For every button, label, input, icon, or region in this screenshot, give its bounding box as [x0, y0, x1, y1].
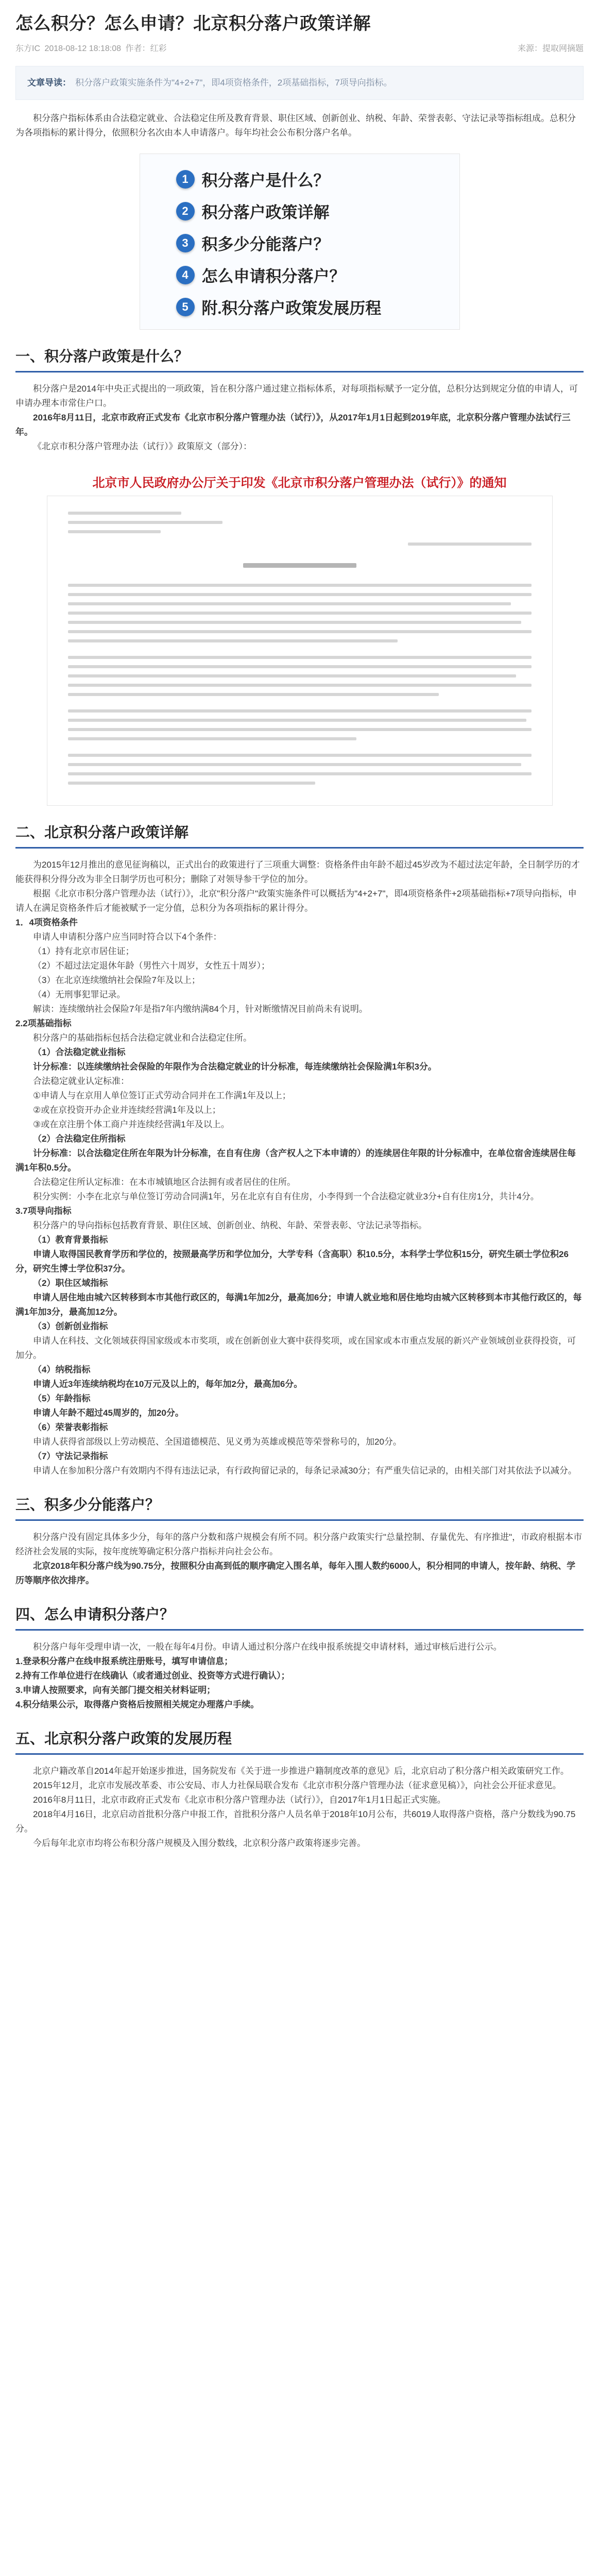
section-divider: [15, 1519, 584, 1521]
paragraph: 2015年12月，北京市发展改革委、市公安局、市人力社保局联合发布《北京市积分落户管理办法（征求意见稿）》，向社会公开征求意见。: [33, 1781, 561, 1790]
paragraph: 积分落户没有固定具体多少分，每年的落户分数和落户规模会有所不同。积分落户政策实行"总量控制、存量优先、有序推进"，市政府根据本市经济社会发展的实际，按年度统筹确定积分落户指标并向社会公布。: [15, 1532, 583, 1556]
paragraph-highlight: 申请人取得国民教育学历和学位的，按照最高学历和学位加分，大学专科（含高职）积10.5分，本科学士学位积15分，研究生硕士学位积26分，研究生博士学位积37分。: [15, 1249, 569, 1274]
section-title: 五、北京积分落户政策的发展历程: [15, 1731, 232, 1747]
subheading: （7）守法记录指标: [33, 1451, 108, 1461]
paragraph: 合法稳定就业认定标准：: [33, 1076, 129, 1086]
toc-text: 附.积分落户政策发展历程: [201, 299, 382, 317]
subheading: （5）年龄指标: [33, 1394, 91, 1403]
paragraph: 为2015年12月推出的意见征询稿以，正式出台的政策进行了三项重大调整：资格条件由年龄不超过45岁改为不超过法定年龄，全日制学历的才能获得积分得分改为非全日制学历也可积分；删除了对领导参干学位的加分。: [15, 860, 580, 884]
paragraph-highlight: 申请人近3年连续纳税均在10万元及以上的，每年加2分，最高加6分。: [33, 1379, 303, 1389]
paragraph: 积分落户是2014年中央正式提出的一项政策，旨在积分落户通过建立指标体系，对每项指标赋予一定分值，总积分达到规定分值的申请人，可申请办理本市常住户口。: [15, 384, 578, 408]
toc-item: [176, 167, 330, 191]
meta-source: 东方IC: [15, 44, 41, 53]
paragraph: （2）不超过法定退休年龄（男性六十周岁，女性五十周岁）；: [33, 961, 270, 971]
subheading: （6）荣誉表彰指标: [33, 1422, 108, 1432]
paragraph: 申请人获得省部级以上劳动模范、全国道德模范、见义勇为英雄或模范等荣誉称号的，加20分。: [33, 1437, 402, 1447]
intro: [15, 111, 584, 140]
paragraph: 北京户籍改革自2014年起开始逐步推进，国务院发布《关于进一步推进户籍制度改革的意见》后，北京启动了积分落户相关政策研究工作。: [33, 1766, 569, 1776]
paragraph: 2018年4月16日，北京启动首批积分落户申报工作，首批积分落户人员名单于2018年10月公布，共6019人取得落户资格，落户分数线为90.75分。: [15, 1809, 576, 1834]
article: [15, 0, 584, 1851]
section-title: 四、怎么申请积分落户？: [15, 1606, 175, 1622]
meta-author: 作者：红彩: [125, 44, 167, 53]
paragraph: 2016年8月11日，北京市政府正式发布《北京市积分落户管理办法（试行）》，从2017年1月1日起到2019年底，北京积分落户管理办法试行三年。: [15, 413, 571, 437]
paragraph: ②或在京投资开办企业并连续经营满1年及以上；: [33, 1105, 221, 1115]
toc-item: [176, 263, 346, 286]
paragraph: 《北京市积分落户管理办法（试行）》政策原文（部分）：: [33, 442, 252, 451]
paragraph: （4）无刑事犯罪记录。: [33, 990, 126, 999]
section-2: [15, 821, 584, 1478]
step: 1.登录积分落户在线申报系统注册账号，填写申请信息；: [15, 1656, 233, 1666]
paragraph: 解读：连续缴纳社会保险7年是指7年内缴纳满84个月，针对断缴情况目前尚未有说明。: [33, 1004, 368, 1014]
guide-text: 积分落户政策实施条件为"4+2+7"，即4项资格条件，2项基础指标，7项导向指标。: [75, 78, 392, 88]
toc-text: 积分落户政策详解: [201, 204, 330, 222]
paragraph: （1）持有北京市居住证；: [33, 946, 134, 956]
subheading: （1）教育背景指标: [33, 1235, 108, 1245]
step: 3.申请人按照要求，向有关部门提交相关材料证明；: [15, 1685, 216, 1695]
step: 2.持有工作单位进行在线确认（或者通过创业、投资等方式进行确认）；: [15, 1671, 290, 1681]
paragraph: 积分实例：小李在北京与单位签订劳动合同满1年，另在北京有自有住房，小李得到一个合法稳定就业3分+自有住房1分，共计4分。: [33, 1192, 539, 1201]
toc-text: 积分落户是什么？: [201, 172, 330, 190]
paragraph: 今后每年北京市均将公布积分落户规模及入围分数线，北京积分落户政策将逐步完善。: [33, 1838, 366, 1848]
paragraph-highlight: 计分标准：以连续缴纳社会保险的年限作为合法稳定就业的计分标准，每连续缴纳社会保险满1年积3分。: [33, 1062, 437, 1072]
section-title: 三、积多少分能落户？: [15, 1497, 160, 1513]
paragraph: 根据《北京市积分落户管理办法（试行）》，北京"积分落户"政策实施条件可以概括为"4+2+7"，即4项资格条件+2项基础指标+7项导向指标，申请人在满足资格条件后才能被赋予一定分值，总积分为各项指标的累计得分。: [15, 889, 577, 913]
paragraph: 合法稳定住所认定标准：在本市城镇地区合法拥有或者居住的住所。: [33, 1177, 296, 1187]
section-title: 二、北京积分落户政策详解: [15, 824, 189, 840]
subheading: （2）合法稳定住所指标: [33, 1134, 126, 1144]
subheading: 1．4项资格条件: [15, 918, 78, 927]
subheading: （2）职住区域指标: [33, 1278, 108, 1288]
toc-number: 1: [176, 170, 195, 189]
toc-item: [176, 231, 330, 255]
toc-image: [140, 154, 460, 330]
paragraph: 2016年8月11日，北京市政府正式发布《北京市积分落户管理办法（试行）》，自2017年1月1日起正式实施。: [33, 1795, 446, 1805]
toc-number: 4: [176, 266, 195, 284]
subheading: 2.2项基础指标: [15, 1019, 72, 1028]
section-divider: [15, 1629, 584, 1631]
policy-document-image: [47, 496, 553, 806]
guide-label: 文章导读：: [27, 78, 71, 88]
paragraph: 积分落户的导向指标包括教育背景、职住区域、创新创业、纳税、年龄、荣誉表彰、守法记录等指标。: [33, 1221, 427, 1230]
doc-notice-title: 北京市人民政府办公厅关于印发《北京市积分落户管理办法（试行）》的通知: [92, 477, 507, 490]
article-meta: [15, 42, 584, 54]
article-guide: [15, 66, 584, 100]
paragraph: ③或在京注册个体工商户并连续经营满1年及以上。: [33, 1120, 230, 1129]
section-divider: [15, 371, 584, 372]
toc-number: 3: [176, 234, 195, 252]
paragraph: （3）在北京连续缴纳社会保险7年及以上；: [33, 975, 200, 985]
paragraph: 积分落户每年受理申请一次，一般在每年4月份。申请人通过积分落户在线申报系统提交申请材料，通过审核后进行公示。: [33, 1642, 502, 1652]
section-5: [15, 1727, 584, 1851]
subheading: （1）合法稳定就业指标: [33, 1047, 126, 1057]
section-4: [15, 1603, 584, 1712]
toc-text: 怎么申请积分落户？: [201, 267, 346, 285]
paragraph-highlight: 申请人居住地由城六区转移到本市其他行政区的，每满1年加2分，最高加6分；申请人就业地和居住地均由城六区转移到本市其他行政区的，每满1年加3分，最高加12分。: [15, 1293, 582, 1317]
paragraph: 申请人在科技、文化领域获得国家级或本市奖项，或在创新创业大赛中获得奖项，或在国家或本市重点发展的新兴产业领域创业获得投资，可加分。: [15, 1336, 576, 1360]
subheading: （4）纳税指标: [33, 1365, 91, 1375]
toc-number: 5: [176, 298, 195, 316]
paragraph-highlight: 申请人年龄不超过45周岁的，加20分。: [33, 1408, 184, 1418]
step: 4.积分结果公示，取得落户资格后按照相关规定办理落户手续。: [15, 1700, 260, 1709]
paragraph: 积分落户的基础指标包括合法稳定就业和合法稳定住所。: [33, 1033, 252, 1043]
section-3: [15, 1494, 584, 1588]
intro-para: 积分落户指标体系由合法稳定就业、合法稳定住所及教育背景、职住区域、创新创业、纳税、年龄、荣誉表彰、守法记录等指标组成。总积分为各项指标的累计得分，依照积分名次由本人申请落户。每年均社会公布积分落户名单。: [15, 113, 576, 138]
section-divider: [15, 847, 584, 849]
meta-date: 2018-08-12 18:18:08: [44, 44, 122, 53]
paragraph: 申请人申请积分落户应当同时符合以下4个条件：: [33, 932, 222, 942]
subheading: （3）创新创业指标: [33, 1321, 108, 1331]
paragraph: ①申请人与在京用人单位签订正式劳动合同并在工作满1年及以上；: [33, 1091, 291, 1100]
section-title: 一、积分落户政策是什么？: [15, 348, 189, 364]
subheading: 3.7项导向指标: [15, 1206, 72, 1216]
section-1: [15, 345, 584, 806]
paragraph: 申请人在参加积分落户有效期内不得有违法记录，有行政拘留记录的，每条记录减30分；有严重失信记录的，由相关部门对其依法予以减分。: [33, 1466, 577, 1476]
toc-number: 2: [176, 202, 195, 221]
meta-source-right: 来源：提取网摘题: [517, 44, 584, 53]
toc-text: 积多少分能落户？: [201, 235, 330, 253]
paragraph-highlight: 北京2018年积分落户线为90.75分，按照积分由高到低的顺序确定入围名单，每年入围人数约6000人，积分相同的申请人，按年龄、纳税、学历等顺序依次排序。: [15, 1561, 576, 1585]
paragraph-highlight: 计分标准：以合法稳定住所在年限为计分标准，在自有住房（含产权人之下本申请的）的连续居住年限的计分标准中，在单位宿舍连续居住每满1年积0.5分。: [15, 1148, 576, 1173]
toc-item: [176, 295, 382, 318]
toc-item: [176, 199, 330, 223]
section-divider: [15, 1753, 584, 1755]
article-title: 怎么积分？怎么申请？北京积分落户政策详解: [15, 14, 371, 33]
